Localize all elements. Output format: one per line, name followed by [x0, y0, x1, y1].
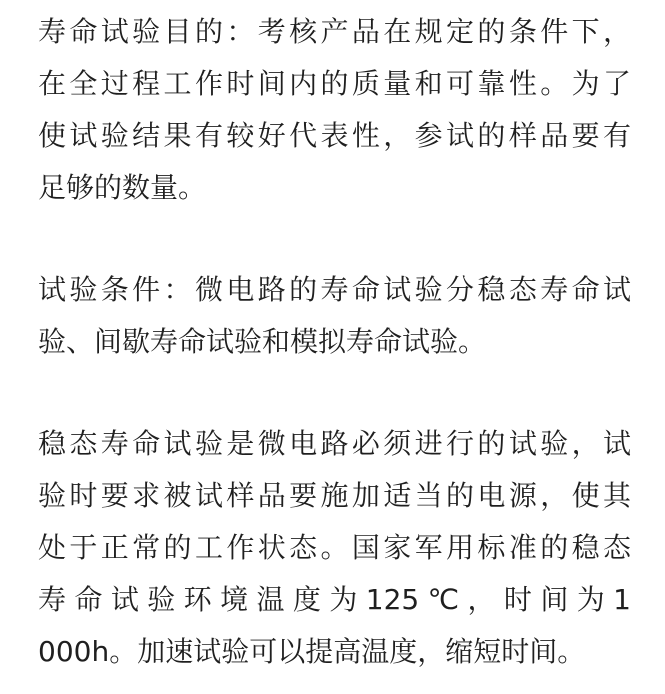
text-line: 使试验结果有较好代表性，参试的样品要有 [38, 119, 631, 152]
text-line: 000h。加速试验可以提高温度，缩短时间。 [38, 635, 586, 668]
text-line: 寿命试验环境温度为125℃，时间为1 [38, 583, 631, 616]
text-line: 在全过程工作时间内的质量和可靠性。为了 [38, 67, 631, 100]
text-line: 处于正常的工作状态。国家军用标准的稳态 [38, 531, 631, 564]
text-line: 稳态寿命试验是微电路必须进行的试验，试 [38, 427, 631, 460]
paragraph-purpose [38, 6, 631, 214]
text-line: 验时要求被试样品要施加适当的电源，使其 [38, 479, 631, 512]
paragraph-conditions [38, 264, 631, 368]
text-line: 寿命试验目的：考核产品在规定的条件下， [38, 15, 631, 48]
text-line: 试验条件：微电路的寿命试验分稳态寿命试 [38, 273, 631, 306]
text-line: 验、间歇寿命试验和模拟寿命试验。 [38, 325, 487, 358]
text-line: 足够的数量。 [38, 171, 207, 204]
paragraph-steady-state [38, 418, 631, 678]
